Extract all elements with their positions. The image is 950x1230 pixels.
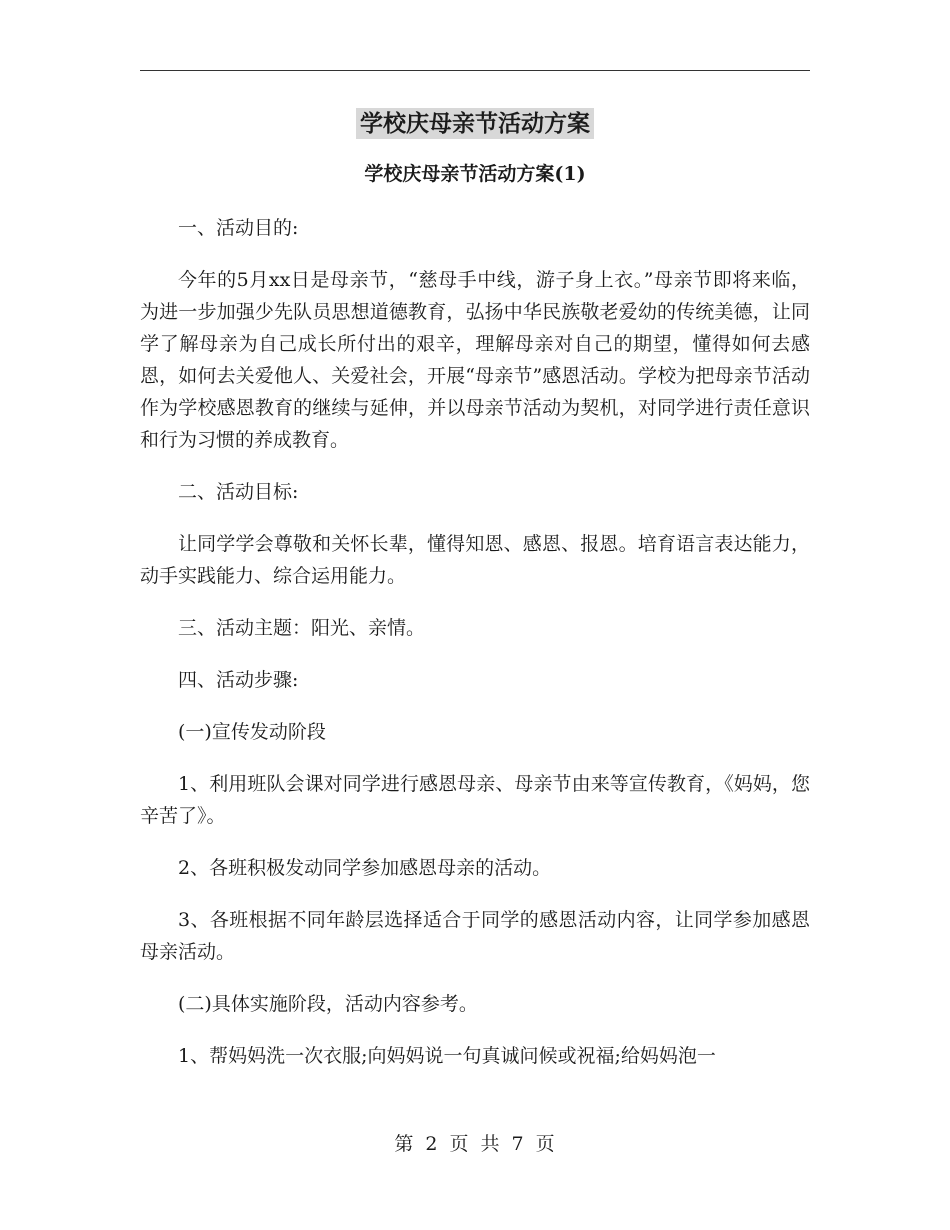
paragraph: 3、各班根据不同年龄层选择适合于同学的感恩活动内容，让同学参加感恩母亲活动。 <box>140 909 810 963</box>
paragraph: 二、活动目标: <box>178 481 299 503</box>
paragraph: 让同学学会尊敬和关怀长辈，懂得知恩、感恩、报恩。培育语言表达能力，动手实践能力、综合运用能力。 <box>140 533 810 587</box>
paragraph: 一、活动目的: <box>178 217 299 239</box>
document-body <box>140 212 810 1092</box>
document-title-text: 学校庆母亲节活动方案 <box>356 108 594 139</box>
paragraph: 今年的5月xx日是母亲节，“慈母手中线，游子身上衣。”母亲节即将来临，为进一步加强少先队员思想道德教育，弘扬中华民族敬老爱幼的传统美德，让同学了解母亲为自己成长所付出的艰辛，理解母亲对自己的期望，懂得如何去感恩，如何去关爱他人、关爱社会，开展“母亲节”感恩活动。学校为把母亲节活动作为学校感恩教育的继续与延伸，并以母亲节活动为契机，对同学进行责任意识和行为习惯的养成教育。 <box>140 269 810 451</box>
section-title: 学校庆母亲节活动方案(1) <box>364 163 586 185</box>
header-rule <box>140 70 810 71</box>
paragraph: (二)具体实施阶段，活动内容参考。 <box>178 993 478 1015</box>
paragraph: 1、帮妈妈洗一次衣服;向妈妈说一句真诚问候或祝福;给妈妈泡一 <box>178 1045 716 1067</box>
paragraph: 三、活动主题：阳光、亲情。 <box>178 617 426 639</box>
document-title <box>0 106 950 142</box>
paragraph: 四、活动步骤: <box>178 669 299 691</box>
page-number: 第 2 页 共 7 页 <box>394 1133 556 1155</box>
paragraph: 1、利用班队会课对同学进行感恩母亲、母亲节由来等宣传教育，《妈妈，您辛苦了》。 <box>140 773 810 827</box>
paragraph: (一)宣传发动阶段 <box>178 721 326 743</box>
paragraph: 2、各班积极发动同学参加感恩母亲的活动。 <box>178 857 552 879</box>
